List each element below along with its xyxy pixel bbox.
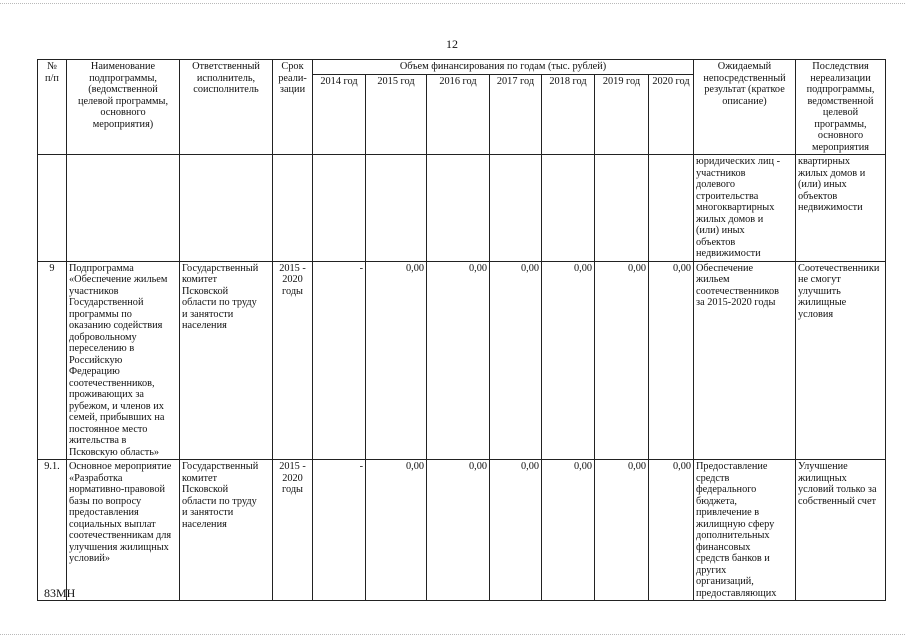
table-row (38, 155, 886, 262)
header-year: 2018 год (542, 74, 595, 154)
header-no: № п/п (38, 60, 67, 155)
cell-value: 0,00 (595, 261, 649, 460)
table-row (38, 460, 886, 601)
cell-value: 0,00 (490, 460, 542, 601)
cell-value: - (313, 261, 366, 460)
cell-value (490, 155, 542, 262)
cell-value: 0,00 (366, 460, 427, 601)
header-executor: Ответственный исполнитель, соисполнитель (180, 60, 273, 155)
cell-term: 2015 - 2020 годы (273, 460, 313, 601)
header-name: Наименование подпрограммы, (ведомственной целевой программы, основного мероприятия) (67, 60, 180, 155)
header-year: 2020 год (649, 74, 694, 154)
cell-value (542, 155, 595, 262)
cell-no: 9.1. (38, 460, 67, 601)
header-year: 2015 год (366, 74, 427, 154)
cell-value (366, 155, 427, 262)
cell-no: 9 (38, 261, 67, 460)
cell-name: Основное мероприятие «Разработка нормативно-правовой базы по вопросу предоставления социальных выплат соотечественникам для улучшения жилищных условий» (67, 460, 180, 601)
header-year: 2017 год (490, 74, 542, 154)
cell-value (649, 155, 694, 262)
cell-name: Подпрограмма «Обеспечение жильем участников Государственной программы по оказанию содействия добровольному переселению в Российскую Федерацию соотечественников, проживающих за рубежом, и членов их семей, прибывших на постоянное место жительства в Псковскую область» (67, 261, 180, 460)
cell-value: 0,00 (595, 460, 649, 601)
cell-value (427, 155, 490, 262)
cell-name (67, 155, 180, 262)
cell-value: 0,00 (427, 460, 490, 601)
cell-value (313, 155, 366, 262)
cell-consequences: Соотечественники не смогут улучшить жилищные условия (796, 261, 886, 460)
cell-result: Предоставление средств федерального бюджета, привлечение в жилищную сферу дополнительных финансовых средств банков и других организаций, предоставляющих (694, 460, 796, 601)
cell-no (38, 155, 67, 262)
cell-value: 0,00 (542, 460, 595, 601)
cell-term: 2015 - 2020 годы (273, 261, 313, 460)
cell-consequences: Улучшение жилищных условий только за собственный счет (796, 460, 886, 601)
cell-value: 0,00 (649, 261, 694, 460)
page-number: 12 (446, 37, 458, 51)
cell-result: юридических лиц - участников долевого строительства многоквартирных жилых домов и (или) иных объектов недвижимости (694, 155, 796, 262)
footer-code: 83МН (44, 586, 76, 600)
scan-artifact-top (0, 3, 905, 4)
cell-consequences: квартирных жилых домов и (или) иных объектов недвижимости (796, 155, 886, 262)
header-year: 2014 год (313, 74, 366, 154)
cell-result: Обеспечение жильем соотечественников за 2015-2020 годы (694, 261, 796, 460)
header-year: 2019 год (595, 74, 649, 154)
cell-term (273, 155, 313, 262)
cell-value: - (313, 460, 366, 601)
cell-value: 0,00 (427, 261, 490, 460)
cell-value (595, 155, 649, 262)
header-year: 2016 год (427, 74, 490, 154)
header-row (38, 60, 886, 75)
cell-executor: Государственный комитет Псковской области по труду и занятости населения (180, 460, 273, 601)
header-term: Срок реали- зации (273, 60, 313, 155)
cell-value: 0,00 (649, 460, 694, 601)
header-funding: Объем финансирования по годам (тыс. рублей) (313, 60, 694, 75)
cell-value: 0,00 (542, 261, 595, 460)
funding-table (37, 59, 886, 601)
cell-executor (180, 155, 273, 262)
header-result: Ожидаемый непосредственный результат (краткое описание) (694, 60, 796, 155)
header-consequences: Последствия нереализации подпрограммы, ведомственной целевой программы, основного мероприятия (796, 60, 886, 155)
cell-value: 0,00 (490, 261, 542, 460)
cell-value: 0,00 (366, 261, 427, 460)
scan-artifact-bottom (0, 634, 905, 635)
table-row (38, 261, 886, 460)
cell-executor: Государственный комитет Псковской области по труду и занятости населения (180, 261, 273, 460)
